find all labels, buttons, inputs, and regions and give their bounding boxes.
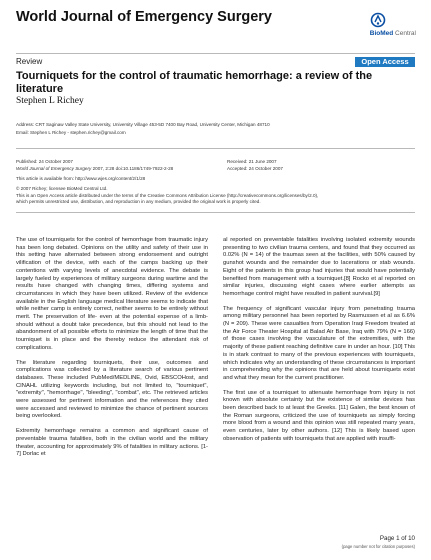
- body-paragraph: The first use of a tourniquet to attenuate hemorrhage from injury is not known with absolute certainty but the existence of similar devices has been described back to at least the Greeks. [11] Galen, the best known of the Roman surgeons, criticized the use of tourniquets as simply forcing more blood from a wound and this opinion was still repeated many years, even centuries, later by other authors. [12] This is likely based upon observation of patients with tourniquets that are applied with insuffi-: [223, 389, 415, 442]
- copyright-line: © 2007 Richey; licensee BioMed Central Ltd.: [16, 186, 108, 191]
- citation-line: [16, 166, 173, 172]
- license-line-1: This is an Open Access article distributed under the terms of the Creative Commons Attribution License (http://creativecommons.org/licenses/by/2.0),: [16, 192, 319, 198]
- logo-suffix: Central: [393, 30, 416, 37]
- received-date: Received: 21 June 2007: [227, 159, 277, 164]
- header-rule: [16, 53, 415, 54]
- meta-rule: [16, 148, 415, 149]
- citation-journal: World Journal of Emergency Surgery: [16, 165, 92, 171]
- logo-brand: BioMed: [369, 30, 394, 37]
- open-access-badge: Open Access: [355, 57, 415, 67]
- published-date: Published: 24 October 2007: [16, 159, 73, 164]
- license-line-2: which permits unrestricted use, distribution, and reproduction in any medium, provided the original work is properly cited.: [16, 199, 261, 204]
- author-name: Stephen L Richey: [16, 96, 84, 106]
- page-number-note: (page number not for citation purposes): [341, 544, 415, 549]
- body-rule: [16, 212, 415, 213]
- article-title: Tourniquets for the control of traumatic hemorrhage: a review of the literature: [16, 70, 373, 95]
- body-left-column: [16, 237, 208, 466]
- accepted-date: Accepted: 24 October 2007: [227, 165, 283, 171]
- author-email: Email: Stephen L Richey - stephen.richey@gmail.com: [16, 130, 126, 135]
- body-right-column: [223, 237, 415, 451]
- body-paragraph: al reported on preventable fatalities involving isolated extremity wounds presenting to two civilian trauma centers, and found that they occurred as 0.02% (N = 14) of the traumas seen at the facilities, with 50% caused by gunshot wounds and the remainder due to lacerations or stab wounds. Eight of the patients in this group had injuries that would have potentially benefited from management with a tourniquet.[8] Rocko et al reported on similar injuries, discussing eight cases where earlier attempts as hemorrhage control might have resulted in patient survival.[9]: [223, 237, 415, 297]
- citation-details: 2007, 2:28 doi:10.1186/1749-7922-2-28: [91, 165, 174, 171]
- body-paragraph: Extremity hemorrhage remains a common and significant cause of preventable trauma fatalities, both in the civilian world and the military theater, accounting for approximately 9% of fatalities in military actions. [1-7] Dorlac et: [16, 428, 208, 458]
- body-paragraph: The frequency of significant vascular injury from penetrating trauma among military personnel has been reported by Rasmussen et al as 6.6% (N = 209). These were casualties from Operation Iraqi Freedom treated at the Air Force Theater Hospital at Balad Air Base, Iraq with 79% (N = 166) of those cases involving the vasculature of the extremities, with the majority of these patient reaching definitive care in under an hour. [10] This is in stark contrast to many of the previous experiences with tourniquets, which indicates why an understanding of these circumstances is important in comprehending why the opinions that are held about tourniquets exist and what they mean for the current practitioner.: [223, 305, 415, 381]
- author-address: Address: CRT Saginaw Valley State University, University Village 453-5D 7400 Bay Road, University Center, Michigan 48710: [16, 122, 270, 127]
- section-label: Review: [16, 57, 43, 66]
- body-paragraph: The literature regarding tourniquets, their use, outcomes and complications was collected by a literature search of various pertinent databases. These included PubMed/MEDLINE, Ovid, EBSCOHost, and CINAHL utilizing keywords including, but not limited to, "tourniquet", "extremity", "hemorrhage", "bleeding", "combat", etc. The retrieved articles were assessed for pertinent information and the references they cited were accessed and reviewed to minimize the chance of pertinent sources being overlooked.: [16, 359, 208, 420]
- body-paragraph: The use of tourniquets for the control of hemorrhage from traumatic injury has been long debated. Opinions on the utility and safety of their use in this setting have alternated between strong endorsement and outright vilification of the device, with each of the camps backing up their contentions with varying levels of anecdotal evidence. The debate is largely fueled by experiences of military surgeons during wartime and the results have changed with changing times, differing systems and circumstances in which they have been utilized. Review of the evidence available in the English language medical literature seems to indicate that while neither camp is entirely correct, neither seems to be entirely without merit. The preservation of life- even at the potential expense of a limb- should without a doubt take precedence, but this should not lead to the abandonment of all possible efforts to minimize the length of time that the tourniquet is in place and the thereby reduce the attendant risk of complications.: [16, 237, 208, 351]
- available-url[interactable]: This article is available from: http://www.wjes.org/content/2/1/28: [16, 176, 146, 181]
- page-number: Page 1 of 10: [379, 535, 415, 542]
- biomed-central-logo: [340, 12, 416, 46]
- journal-title: World Journal of Emergency Surgery: [16, 9, 272, 25]
- biomed-logo-icon: [370, 12, 386, 28]
